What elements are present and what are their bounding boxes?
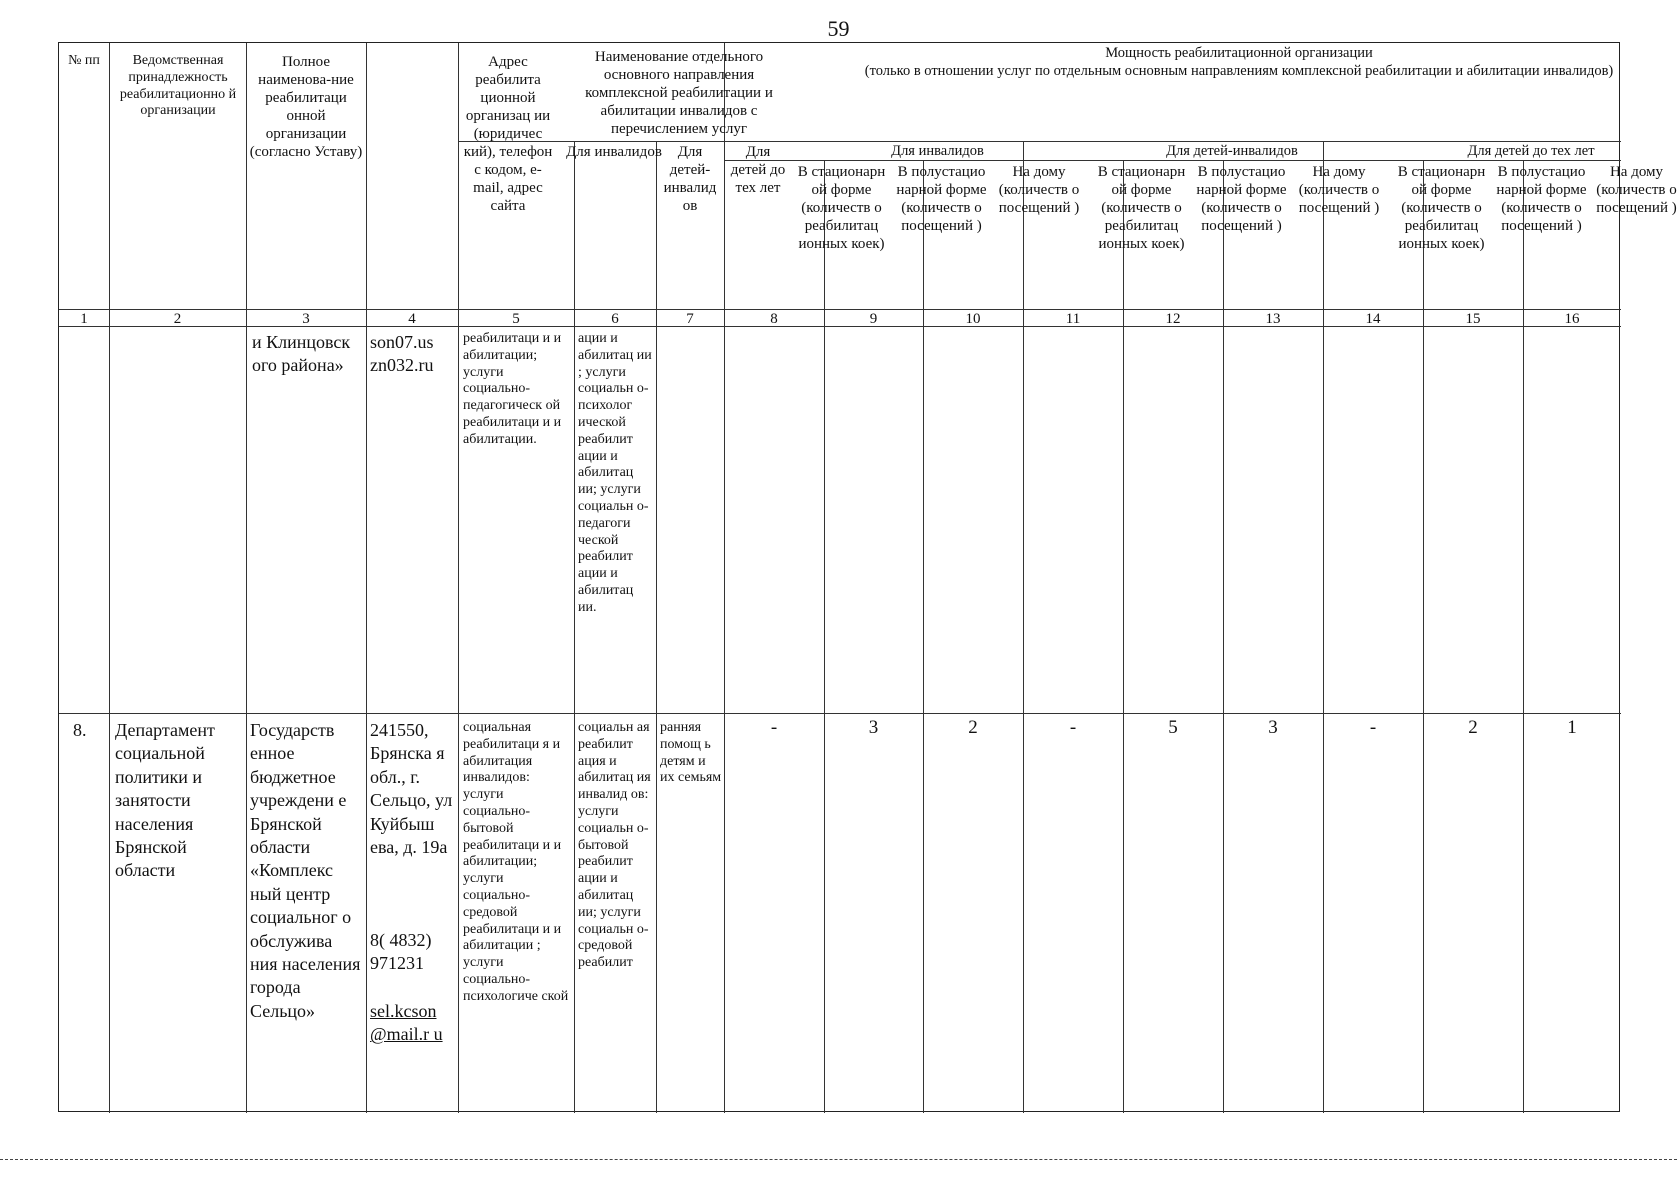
column-number: 10 [965, 311, 981, 327]
column-number: 14 [1365, 311, 1381, 327]
grid-line [458, 43, 459, 1113]
header-department: Ведомственная принадлежность реабилитационно й организации [119, 53, 237, 119]
header-directions-children: Для детей-инвалид ов [663, 144, 717, 214]
department-name: Департамент социальной политики и занятости населения Брянской области [115, 720, 215, 881]
header-home-disabled: На дому (количеств о посещений ) [998, 164, 1080, 216]
header-capacity-title: Мощность реабилитационной организации [1105, 45, 1373, 61]
capacity-value: 1 [1567, 717, 1577, 738]
grid-line [246, 43, 247, 1113]
grid-line [1423, 160, 1424, 1113]
column-number: 2 [173, 311, 182, 327]
header-directions-young: Для детей до тех лет [730, 144, 786, 196]
column-number: 11 [1065, 311, 1081, 327]
grid-line [1223, 160, 1224, 1113]
grid-line [1023, 141, 1024, 1113]
rehabilitation-table [58, 42, 1677, 1112]
continued-org-name: и Клинцовск ого района» [252, 332, 351, 376]
services-children: социальн ая реабилит ация и абилитац ия инвалид ов: услуги социальн о-бытовой реабилит ации и абилитац ии; услуги социальн о-средовой реабилит [578, 720, 651, 971]
column-number: 6 [611, 311, 619, 327]
capacity-value: 2 [968, 717, 978, 738]
capacity-value: - [770, 717, 778, 738]
header-semi-young: В полустацио нарной форме (количеств о посещений ) [1496, 164, 1587, 234]
organization-phone: 8( 4832) 971231 [370, 930, 432, 974]
grid-line [724, 43, 725, 1113]
header-directions-group: Наименование отдельного основного направления комплексной реабилитации и абилитации инвалидов с перечислением услуг [585, 49, 773, 137]
grid-line [1323, 141, 1324, 1113]
header-home-children: На дому (количеств о посещений ) [1298, 164, 1380, 216]
column-number: 12 [1165, 311, 1181, 327]
column-number: 9 [869, 311, 878, 327]
header-capacity-subtitle: (только в отношении услуг по отдельным основным направлениям комплексной реабилитации и абилитации инвалидов) [864, 63, 1614, 79]
header-sub-young: Для детей до тех лет [1467, 143, 1595, 159]
capacity-value: - [1369, 717, 1377, 738]
grid-line [656, 141, 657, 1113]
header-stationary-children: В стационарн ой форме (количеств о реабилитац ионных коек) [1097, 164, 1186, 252]
organization-address: 241550, Брянска я обл., г. Сельцо, ул Куйбыш ева, д. 19а [370, 720, 453, 857]
column-number: 7 [686, 311, 694, 327]
column-number: 1 [80, 311, 88, 327]
services-disabled: социальная реабилитаци я и абилитация инвалидов: услуги социально-бытовой реабилитаци и и абилитации; услуги социально-средовой реабилитаци и и абилитации ; услуги социально-психологиче ской [463, 720, 569, 1004]
header-home-young: На дому (количеств о посещений ) [1596, 164, 1677, 216]
capacity-value: 3 [868, 717, 879, 738]
header-number: № пп [68, 53, 100, 68]
column-number: 15 [1465, 311, 1481, 327]
continued-services-disabled: реабилитаци и и абилитации; услуги социально-педагогическ ой реабилитаци и и абилитации. [463, 331, 562, 447]
column-number: 3 [302, 311, 310, 327]
grid-line [59, 713, 1621, 714]
grid-line [109, 43, 110, 1113]
page-number: 59 [827, 16, 850, 41]
header-sub-children: Для детей-инвалидов [1166, 143, 1298, 159]
continued-website: son07.us zn032.ru [370, 332, 434, 376]
services-young: ранняя помощ ь детям и их семьям [660, 720, 722, 786]
header-org-name: Полное наименова-ние реабилитаци онной организации (согласно Уставу) [249, 54, 363, 160]
grid-line [1523, 160, 1524, 1113]
column-number: 16 [1564, 311, 1580, 327]
grid-line [574, 141, 575, 1113]
column-number: 4 [408, 311, 416, 327]
header-stationary-young: В стационарн ой форме (количеств о реабилитац ионных коек) [1397, 164, 1486, 252]
row-number: 8. [73, 720, 87, 740]
header-stationary-disabled: В стационарн ой форме (количеств о реабилитац ионных коек) [797, 164, 886, 252]
column-number: 8 [770, 311, 778, 327]
grid-line [923, 160, 924, 1113]
header-sub-disabled: Для инвалидов [891, 143, 984, 159]
scan-artifact-line [0, 1159, 1677, 1160]
column-number: 5 [512, 311, 520, 327]
capacity-value: 3 [1268, 717, 1278, 738]
column-number: 13 [1265, 311, 1281, 327]
capacity-value: 5 [1168, 717, 1178, 738]
header-semi-disabled: В полустацио нарной форме (количеств о посещений ) [896, 164, 987, 234]
continued-services-children: ации и абилитац ии ; услуги социальн о-психолог ической реабилит ации и абилитац ии; услуги социальн о-педагоги ческой реабилит ации и абилитац ии. [578, 331, 652, 615]
capacity-value: 2 [1468, 717, 1478, 738]
header-semi-children: В полустацио нарной форме (количеств о посещений ) [1196, 164, 1287, 234]
organization-email[interactable]: sel.kcson @mail.r u [370, 1001, 443, 1045]
grid-line [366, 43, 367, 1113]
grid-line [458, 141, 1621, 142]
capacity-value: - [1069, 717, 1077, 738]
header-address: Адрес реабилита ционной организац ии (юридичес кий), телефон с кодом, e-mail, адрес сайта [463, 54, 553, 214]
header-directions-disabled: Для инвалидов [566, 144, 662, 160]
grid-line [1123, 160, 1124, 1113]
organization-name: Государств енное бюджетное учреждени е Брянской области «Комплекс ный центр социальног о обслужива ния населения города Сельцо» [250, 720, 361, 1021]
grid-line [824, 160, 825, 1113]
